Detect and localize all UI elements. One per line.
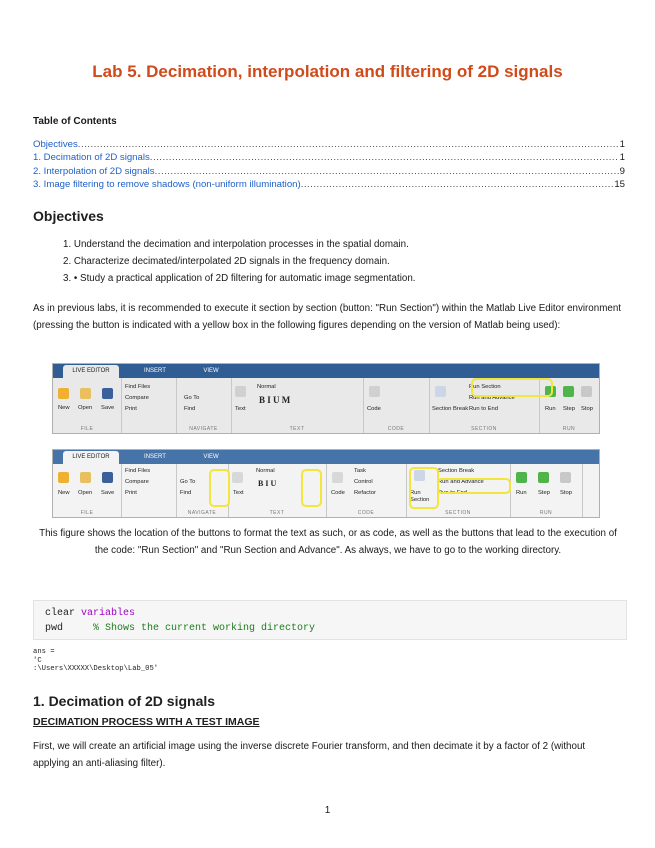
find-files-button[interactable]: Find Files xyxy=(125,384,151,390)
group-file xyxy=(53,378,122,433)
run-and-advance-highlight xyxy=(437,478,511,494)
ribbon-tabstrip xyxy=(53,450,599,464)
print-button[interactable]: Print xyxy=(125,490,137,496)
group-navigate xyxy=(176,378,232,433)
subsection-heading: DECIMATION PROCESS WITH A TEST IMAGE xyxy=(33,716,260,728)
run-and-advance-button[interactable]: Run and Advance xyxy=(438,479,484,485)
group-label: TEXT xyxy=(269,510,285,516)
code-button[interactable]: Code xyxy=(367,406,381,412)
find-button[interactable]: Find xyxy=(184,406,196,412)
code-icon xyxy=(332,472,343,483)
stop-button[interactable]: Stop xyxy=(560,490,572,496)
stop-icon xyxy=(560,472,571,483)
list-item: 3. • Study a practical application of 2D filtering for automatic image segmentation. xyxy=(63,273,416,284)
text-button[interactable]: Text xyxy=(235,406,246,412)
go-to-button[interactable]: Go To xyxy=(184,395,200,401)
code-block[interactable] xyxy=(33,600,627,640)
run-section-highlight xyxy=(409,467,439,509)
text-button[interactable]: Text xyxy=(233,490,244,496)
code-output: ans = 'C :\Users\XXXXX\Desktop\Lab_05' xyxy=(33,648,159,673)
new-icon xyxy=(58,472,69,483)
run-button[interactable]: Run xyxy=(545,406,556,412)
tab-view[interactable]: VIEW xyxy=(203,368,219,374)
open-button[interactable]: Open xyxy=(78,490,93,496)
code-icon xyxy=(369,386,380,397)
ribbon-screenshot-2 xyxy=(52,449,600,518)
table-of-contents xyxy=(33,138,625,191)
group-file xyxy=(53,464,122,517)
go-to-button[interactable]: Go To xyxy=(180,479,196,485)
toc-page-number: 1 xyxy=(619,152,625,164)
toc-page-number: 1 xyxy=(619,139,625,150)
tab-live-editor[interactable]: LIVE EDITOR xyxy=(63,365,119,378)
group-file-tools xyxy=(121,378,177,433)
code-clear: clear xyxy=(45,608,82,619)
run-section-highlight xyxy=(471,378,553,397)
format-buttons[interactable]: B I U M xyxy=(259,395,291,405)
run-icon xyxy=(516,472,527,483)
task-button[interactable]: Task xyxy=(354,468,366,474)
step-icon xyxy=(538,472,549,483)
new-button[interactable]: New xyxy=(58,405,70,411)
stop-button[interactable]: Stop xyxy=(581,406,593,412)
save-button[interactable]: Save xyxy=(101,405,115,411)
tab-insert[interactable]: INSERT xyxy=(144,454,166,460)
toc-entry xyxy=(33,178,625,191)
group-label: NAVIGATE xyxy=(189,426,218,432)
section-break-button[interactable]: Section Break xyxy=(432,406,469,412)
page-number: 1 xyxy=(324,805,331,816)
page-title: Lab 5. Decimation, interpolation and filtering of 2D signals xyxy=(92,62,563,81)
step-button[interactable]: Step xyxy=(563,406,575,412)
group-label: FILE xyxy=(80,510,94,516)
list-item: 2. Characterize decimated/interpolated 2D signals in the frequency domain. xyxy=(63,256,390,267)
text-button-highlight xyxy=(209,469,230,507)
tab-live-editor[interactable]: LIVE EDITOR xyxy=(63,451,119,464)
group-label: SECTION xyxy=(445,510,471,516)
toc-link-decimation[interactable]: 1. Decimation of 2D signals xyxy=(33,152,150,164)
find-button[interactable]: Find xyxy=(180,490,192,496)
stop-icon xyxy=(581,386,592,397)
code-comment: % Shows the current working directory xyxy=(93,623,316,634)
group-code xyxy=(363,378,430,433)
normal-style-select[interactable]: Normal xyxy=(257,384,276,390)
save-icon xyxy=(102,472,113,483)
group-label: CODE xyxy=(357,510,375,516)
run-to-end-button[interactable]: Run to End xyxy=(438,490,468,496)
list-item: 1. Understand the decimation and interpolation processes in the spatial domain. xyxy=(63,239,409,250)
save-button[interactable]: Save xyxy=(101,490,115,496)
group-label: TEXT xyxy=(289,426,305,432)
run-to-end-button[interactable]: Run to End xyxy=(469,406,499,412)
group-code xyxy=(326,464,407,517)
objectives-heading: Objectives xyxy=(33,208,104,224)
code-keyword: variables xyxy=(81,608,136,619)
toc-page-number: 15 xyxy=(614,178,625,190)
group-run xyxy=(510,464,583,517)
tab-view[interactable]: VIEW xyxy=(203,454,219,460)
group-text xyxy=(231,378,364,433)
text-icon xyxy=(232,472,243,483)
group-label: NAVIGATE xyxy=(187,510,217,516)
compare-button[interactable]: Compare xyxy=(125,395,149,401)
ribbon-tabstrip xyxy=(53,364,599,378)
save-icon xyxy=(102,388,113,399)
group-file-tools xyxy=(121,464,177,517)
toc-heading: Table of Contents xyxy=(33,116,117,127)
control-button[interactable]: Control xyxy=(354,479,373,485)
run-section-button[interactable]: Run Section xyxy=(469,384,501,390)
step-button[interactable]: Step xyxy=(538,490,550,496)
toc-entry xyxy=(33,165,625,178)
figure-caption: This figure shows the location of the buttons to format the text as such, or as code, as well as the buttons that lead to the execution of the code: "Run Section" and "Run Section and Advance". As always, we have to go to the working directory. xyxy=(39,528,617,556)
open-folder-icon xyxy=(80,472,91,483)
format-buttons[interactable]: B I U xyxy=(258,479,277,488)
open-button[interactable]: Open xyxy=(78,405,93,411)
refactor-button[interactable]: Refactor xyxy=(354,490,376,496)
code-button-highlight xyxy=(301,469,322,507)
compare-button[interactable]: Compare xyxy=(125,479,149,485)
new-button[interactable]: New xyxy=(58,490,70,496)
print-button[interactable]: Print xyxy=(125,406,137,412)
objectives-list xyxy=(63,236,416,287)
group-label: FILE xyxy=(80,426,94,432)
section-break-icon xyxy=(435,386,446,397)
group-label: RUN xyxy=(539,510,553,516)
text-icon xyxy=(235,386,246,397)
code-pwd: pwd xyxy=(45,623,94,634)
toc-link-interpolation[interactable]: 2. Interpolation of 2D signals xyxy=(33,165,155,177)
section-heading: 1. Decimation of 2D signals xyxy=(33,693,216,709)
toc-entry xyxy=(33,151,625,164)
run-section-button[interactable]: Run Section xyxy=(410,490,430,503)
group-label: CODE xyxy=(387,426,405,432)
code-button[interactable]: Code xyxy=(331,490,345,496)
group-label: RUN xyxy=(562,426,576,432)
intro-paragraph: As in previous labs, it is recommended to execute it section by section (button: "Run Section") within the Matlab Live Editor environment (pressing the button is indicated with a yellow box in the following figures depending on the version of Matlab being used): xyxy=(33,303,621,331)
open-folder-icon xyxy=(80,388,91,399)
toc-link-objectives[interactable]: Objectives xyxy=(33,139,78,150)
new-icon xyxy=(58,388,69,399)
normal-style-select[interactable]: Normal xyxy=(256,468,275,474)
run-and-advance-button[interactable]: Run and Advance xyxy=(469,395,515,401)
toc-link-filtering[interactable]: 3. Image filtering to remove shadows (non-uniform illumination) xyxy=(33,178,301,190)
toc-page-number: 9 xyxy=(619,165,625,177)
step-icon xyxy=(563,386,574,397)
find-files-button[interactable]: Find Files xyxy=(125,468,151,474)
tab-insert[interactable]: INSERT xyxy=(144,368,166,374)
group-label: SECTION xyxy=(471,426,497,432)
run-button[interactable]: Run xyxy=(516,490,527,496)
ribbon-screenshot-1 xyxy=(52,363,600,434)
section-paragraph: First, we will create an artificial image using the inverse discrete Fourier transform, and then decimate it by a factor of 2 (without applying an anti-aliasing filter). xyxy=(33,741,586,769)
toc-entry xyxy=(33,138,625,151)
section-break-button[interactable]: Section Break xyxy=(438,468,475,474)
